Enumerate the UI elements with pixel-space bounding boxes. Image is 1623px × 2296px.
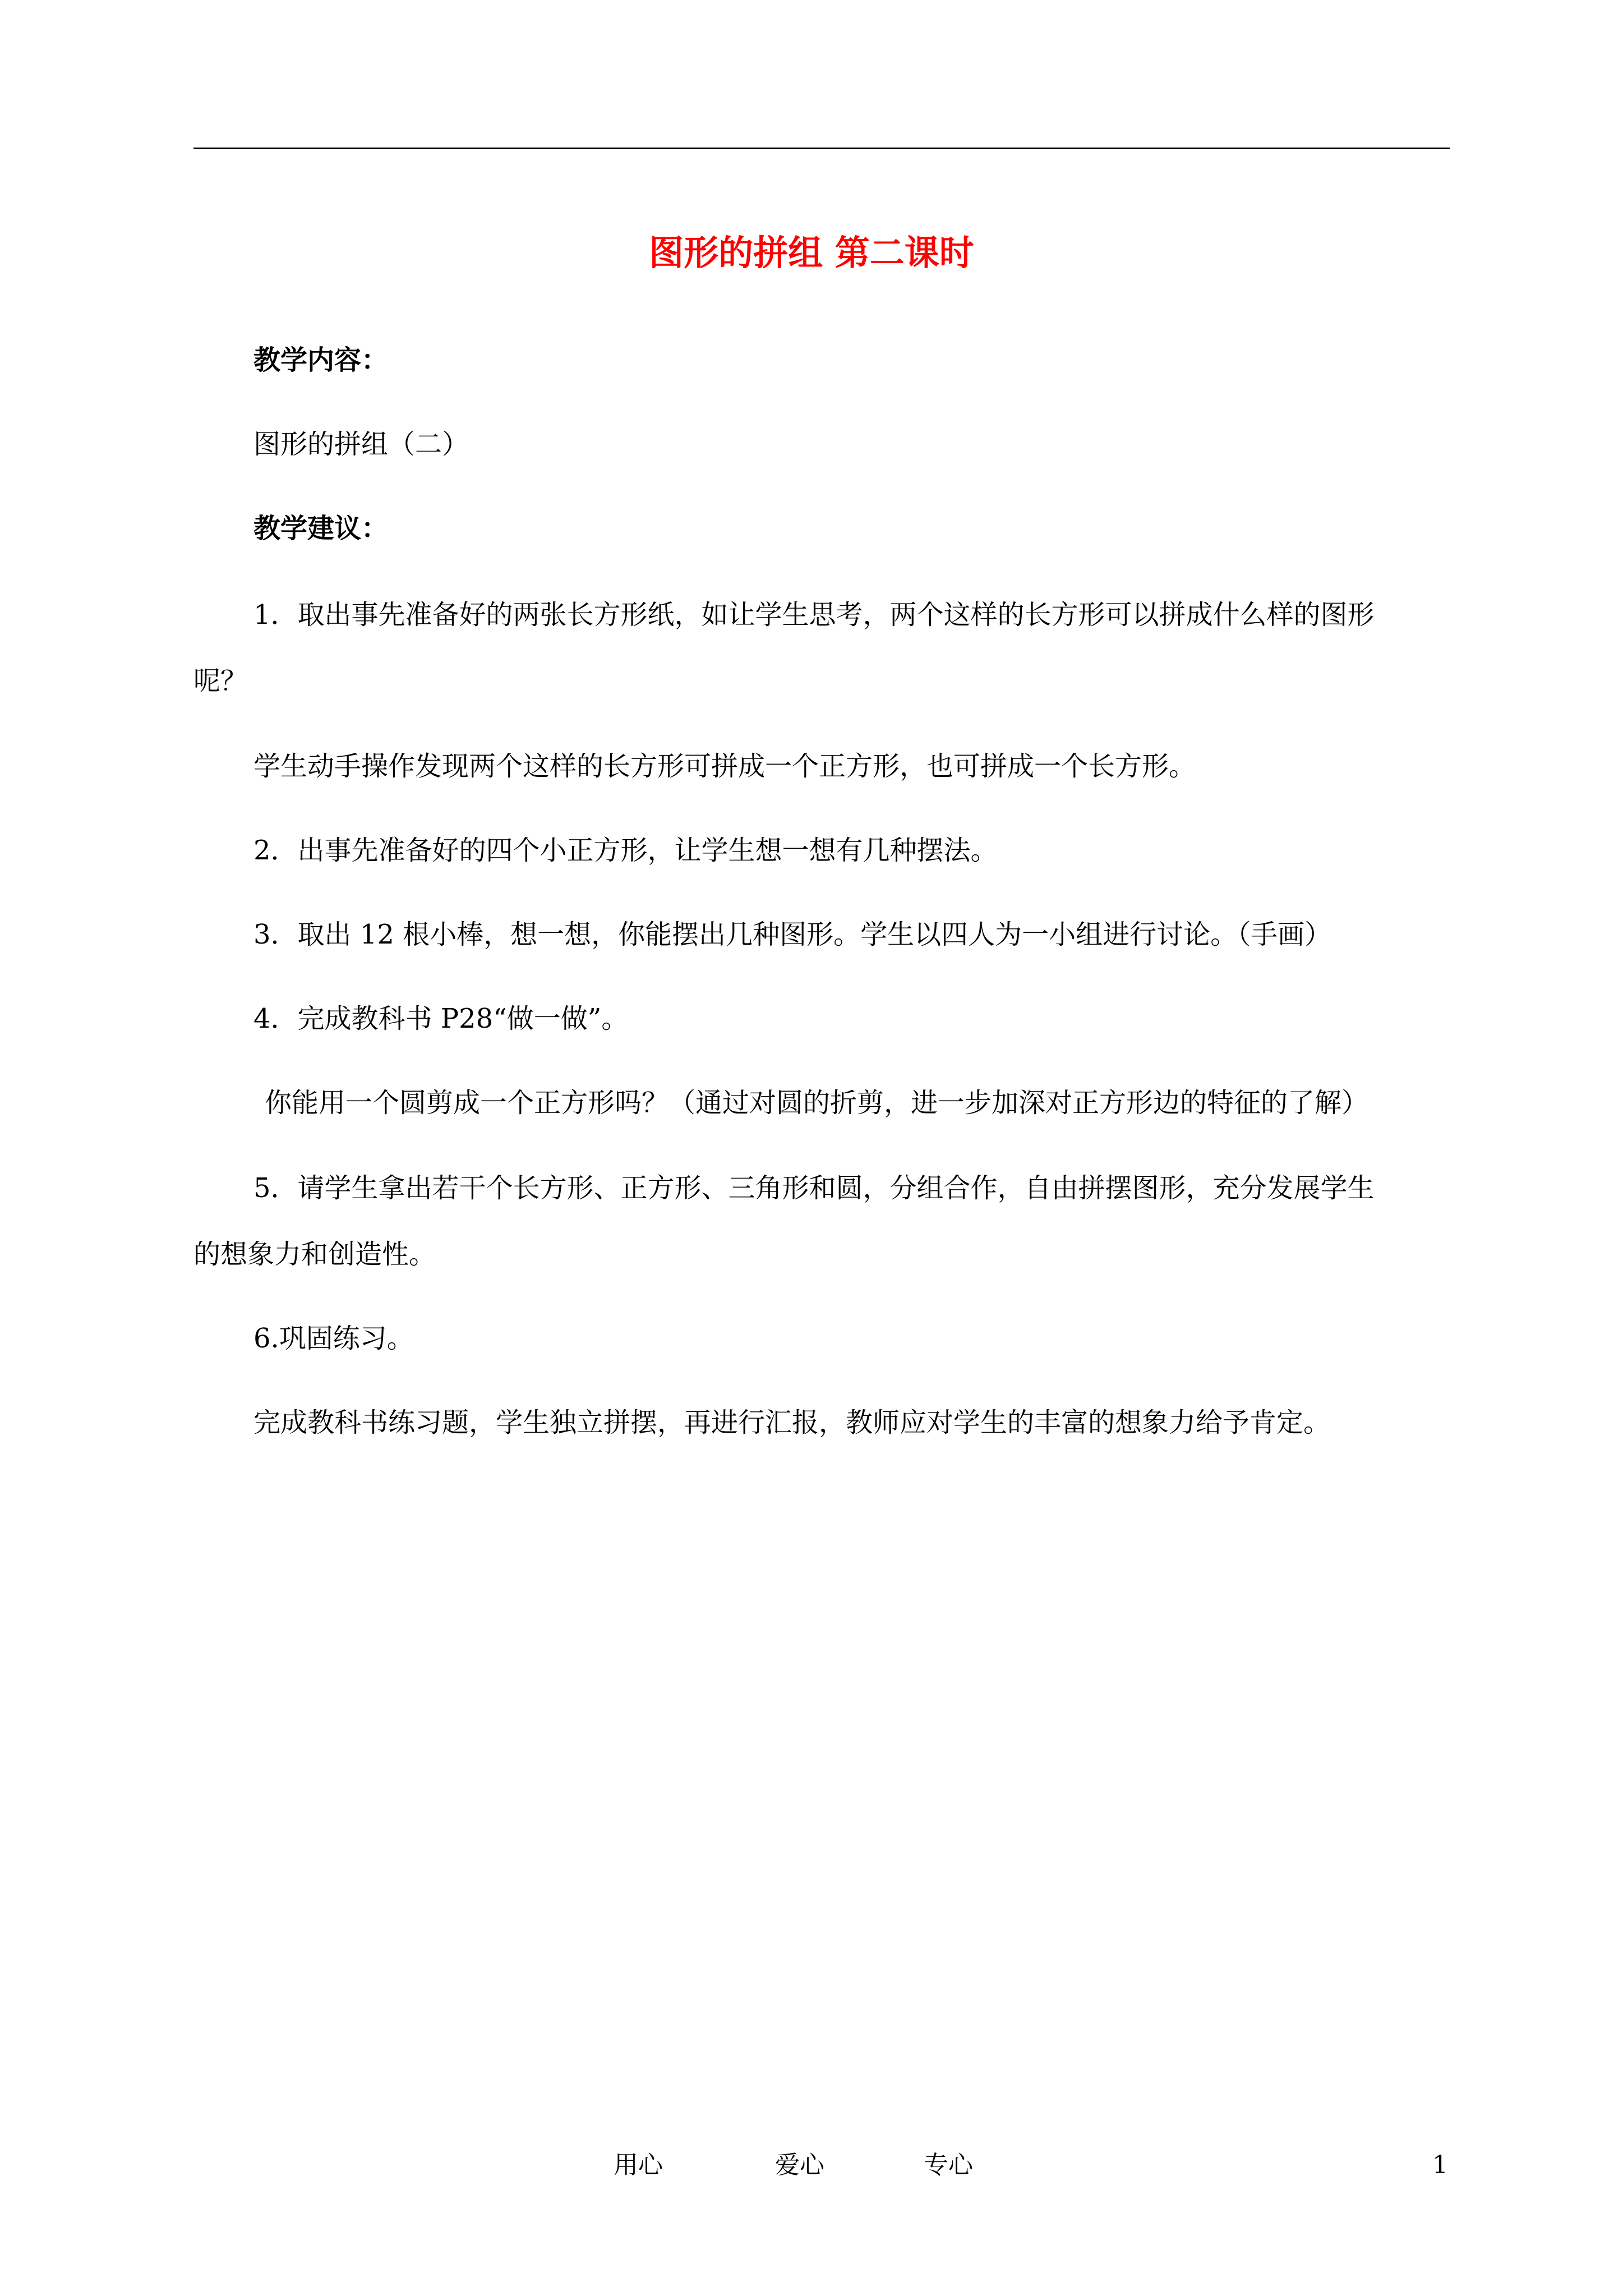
item6-text: 完成教科书练习题，学生独立拼摆，再进行汇报，教师应对学生的丰富的想象力给予肯定。 bbox=[253, 1407, 1331, 1438]
item1-result: 学生动手操作发现两个这样的长方形可拼成一个正方形，也可拼成一个长方形。 bbox=[253, 751, 1196, 782]
item1-line2: 呢？ bbox=[193, 665, 248, 697]
item1-line1: 1．取出事先准备好的两张长方形纸，如让学生思考，两个这样的长方形可以拼成什么样的图形 bbox=[253, 599, 1375, 631]
item2: 2．出事先准备好的四个小正方形，让学生想一想有几种摆法。 bbox=[253, 835, 998, 866]
item4: 4．完成教科书 P28“做一做”。 bbox=[253, 1003, 629, 1034]
header-rule bbox=[193, 148, 1450, 149]
page-title: 图形的拼组 第二课时 bbox=[649, 232, 974, 273]
footer-motto-2: 爱心 bbox=[775, 2151, 824, 2179]
item5-line1: 5．请学生拿出若干个长方形、正方形、三角形和圆，分组合作，自由拼摆图形，充分发展学生 bbox=[253, 1172, 1375, 1204]
content-heading: 教学内容： bbox=[253, 344, 389, 376]
item5-line2: 的想象力和创造性。 bbox=[193, 1239, 436, 1270]
footer-motto-3: 专心 bbox=[924, 2151, 973, 2179]
item4-question: 你能用一个圆剪成一个正方形吗？（通过对圆的折剪，进一步加深对正方形边的特征的了解） bbox=[265, 1087, 1369, 1119]
suggestion-heading: 教学建议： bbox=[253, 513, 389, 544]
footer-motto-1: 用心 bbox=[614, 2151, 663, 2179]
item3: 3．取出 12 根小棒，想一想，你能摆出几种图形。学生以四人为一小组进行讨论。（手画） bbox=[253, 919, 1332, 950]
page-number: 1 bbox=[1432, 2151, 1448, 2179]
content-text: 图形的拼组（二） bbox=[253, 429, 469, 460]
item6: 6.巩固练习。 bbox=[253, 1323, 414, 1354]
